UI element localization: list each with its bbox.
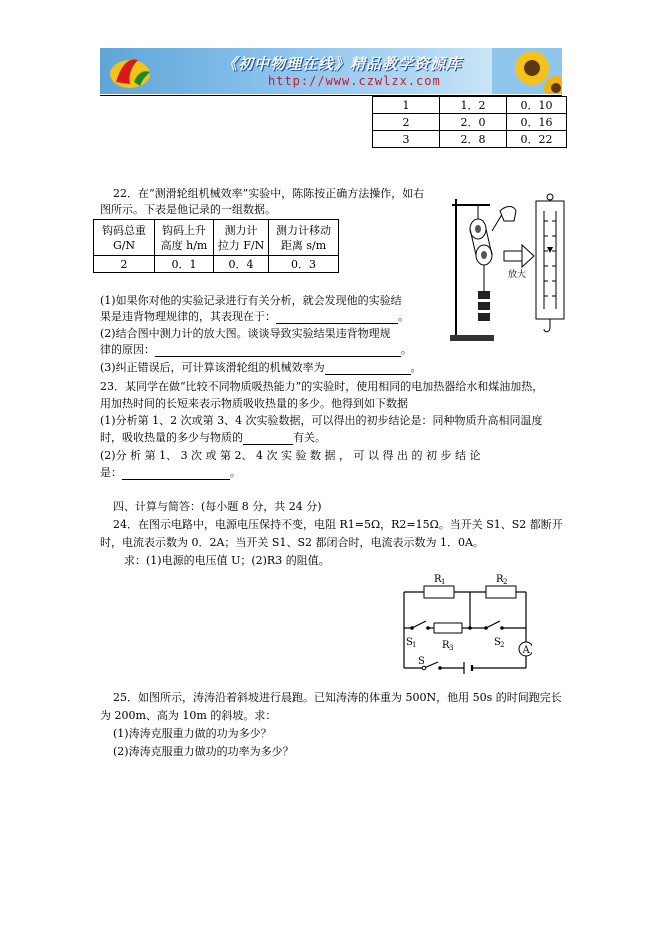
r1-label: R [434, 574, 442, 585]
table-row [373, 114, 567, 131]
resistor-r1-icon [424, 586, 454, 598]
s1-subscript: 1 [412, 641, 417, 649]
q23-line-1: 23．某同学在做“比较不同物质吸热能力”的实验时，使用相同的电加热器给水和煤油加热， [100, 380, 544, 393]
q23-line-5: (2)分 析 第 1、 3 次 或 第 2、 4 次 实 验 数 据 ， 可 以 得 出 的 初 步 结 论 [100, 449, 481, 462]
q22-part3: (3)纠正错误后，可计算该滑轮组的机械效率为 。 [100, 361, 422, 374]
table-cell: 0．1 [155, 256, 214, 273]
table-cell: 0．4 [214, 256, 269, 273]
table-cell: 0．3 [269, 256, 339, 273]
answer-blank[interactable] [276, 323, 398, 324]
battery-icon [464, 662, 472, 674]
top-data-table [372, 96, 567, 148]
q23-line-2: 用加热时间的长短来表示物质吸收热量的多少。他得到如下数据 [100, 397, 408, 410]
magnify-label: 放大 [508, 270, 527, 280]
table-cell: 2 [373, 114, 440, 131]
table-cell: 0．22 [507, 131, 567, 148]
ammeter-icon [519, 642, 532, 656]
r2-subscript: 2 [503, 578, 508, 586]
table-cell: 1．2 [440, 97, 507, 114]
q25-line-2: 为 200m、高为 10m 的斜坡。求： [100, 709, 277, 722]
table-cell: 2．8 [440, 131, 507, 148]
pulley-figure [448, 191, 568, 343]
table-cell: 1 [373, 97, 440, 114]
sunflower-image [492, 48, 562, 94]
header-banner [100, 48, 562, 94]
r1-subscript: 1 [441, 578, 446, 586]
banner-url[interactable]: http://www.czwlzx.com [268, 74, 441, 88]
s1-label: S [406, 637, 413, 648]
table-row [373, 97, 567, 114]
answer-blank[interactable] [325, 374, 411, 375]
arrow-icon [504, 245, 534, 267]
table-cell: 2 [94, 256, 155, 273]
q22-intro-1: 22．在“测滑轮组机械效率”实验中，陈陈按正确方法操作，如右 [113, 187, 425, 200]
circuit-diagram [398, 570, 532, 678]
resistor-r2-icon [486, 586, 516, 598]
s2-subscript: 2 [500, 641, 505, 649]
weights-icon [478, 265, 490, 321]
svg-text:A: A [522, 645, 530, 656]
r3-subscript: 3 [449, 644, 454, 652]
r3-label: R [442, 640, 450, 651]
table-row [94, 256, 339, 273]
q25-line-3: (1)涛涛克服重力做的功为多少？ [113, 727, 272, 740]
hand-icon [500, 207, 516, 222]
site-logo [108, 52, 152, 90]
q23-line-6: 是： 。 [100, 466, 241, 479]
header-cell: 测力计 拉力 F/N [214, 220, 269, 256]
q22-part1-b: 果是违背物理规律的，其表现在于： 。 [100, 310, 409, 323]
q25-line-4: (2)涛涛克服重力做功的功率为多少？ [113, 745, 294, 758]
q23-line-4: 时，吸收热量的多少与物质的 有关。 [100, 431, 326, 444]
q22-data-table [93, 219, 339, 273]
q24-line-3: 求：(1)电源的电压值 U；(2)R3 的阻值。 [124, 554, 330, 567]
r2-label: R [496, 574, 504, 585]
header-cell: 钩码总重 G/N [94, 220, 155, 256]
q22-part2-b: 律的原因： 。 [100, 343, 412, 356]
table-cell: 3 [373, 131, 440, 148]
answer-blank[interactable] [155, 356, 401, 357]
q22-part2-a: (2)结合图中测力计的放大图。谈谈导致实验结果违背物理规 [100, 327, 391, 340]
section-heading: 四、计算与简答：(每小题 8 分，共 24 分) [113, 500, 322, 513]
header-cell: 钩码上升 高度 h/m [155, 220, 214, 256]
q25-line-1: 25．如图所示，涛涛沿着斜坡进行晨跑。已知涛涛的体重为 500N，他用 50s 的时间跑完长 [113, 691, 562, 704]
table-row [373, 131, 567, 148]
spring-scale-icon [536, 194, 564, 332]
banner-title: 《初中物理在线》精品教学资源库 [222, 55, 463, 73]
q23-line-3: (1)分析第 1、2 次或第 3、4 次实验数据，可以得出的初步结论是：同种物质升高相同温度 [100, 414, 543, 427]
table-cell: 0．10 [507, 97, 567, 114]
answer-blank[interactable] [122, 479, 230, 480]
q22-part1-a: (1)如果你对他的实验记录进行有关分析，就会发现他的实验结 [100, 294, 402, 307]
table-header-row [94, 220, 339, 256]
s2-label: S [494, 637, 501, 648]
table-cell: 2．0 [440, 114, 507, 131]
table-cell: 0．16 [507, 114, 567, 131]
header-cell: 测力计移动 距离 s/m [269, 220, 339, 256]
q24-line-1: 24．在图示电路中，电源电压保持不变，电阻 R1=5Ω，R2=15Ω。当开关 S1、S2 都断开 [113, 518, 563, 531]
answer-blank[interactable] [243, 444, 293, 445]
q24-line-2: 时，电流表示数为 0．2A；当开关 S1、S2 都闭合时，电流表示数为 1．0A。 [100, 536, 484, 549]
resistor-r3-icon [434, 623, 462, 633]
pulley-icon [470, 205, 504, 265]
q22-intro-2: 图所示。下表是他记录的一组数据。 [100, 203, 276, 216]
s-label: S [418, 656, 425, 667]
